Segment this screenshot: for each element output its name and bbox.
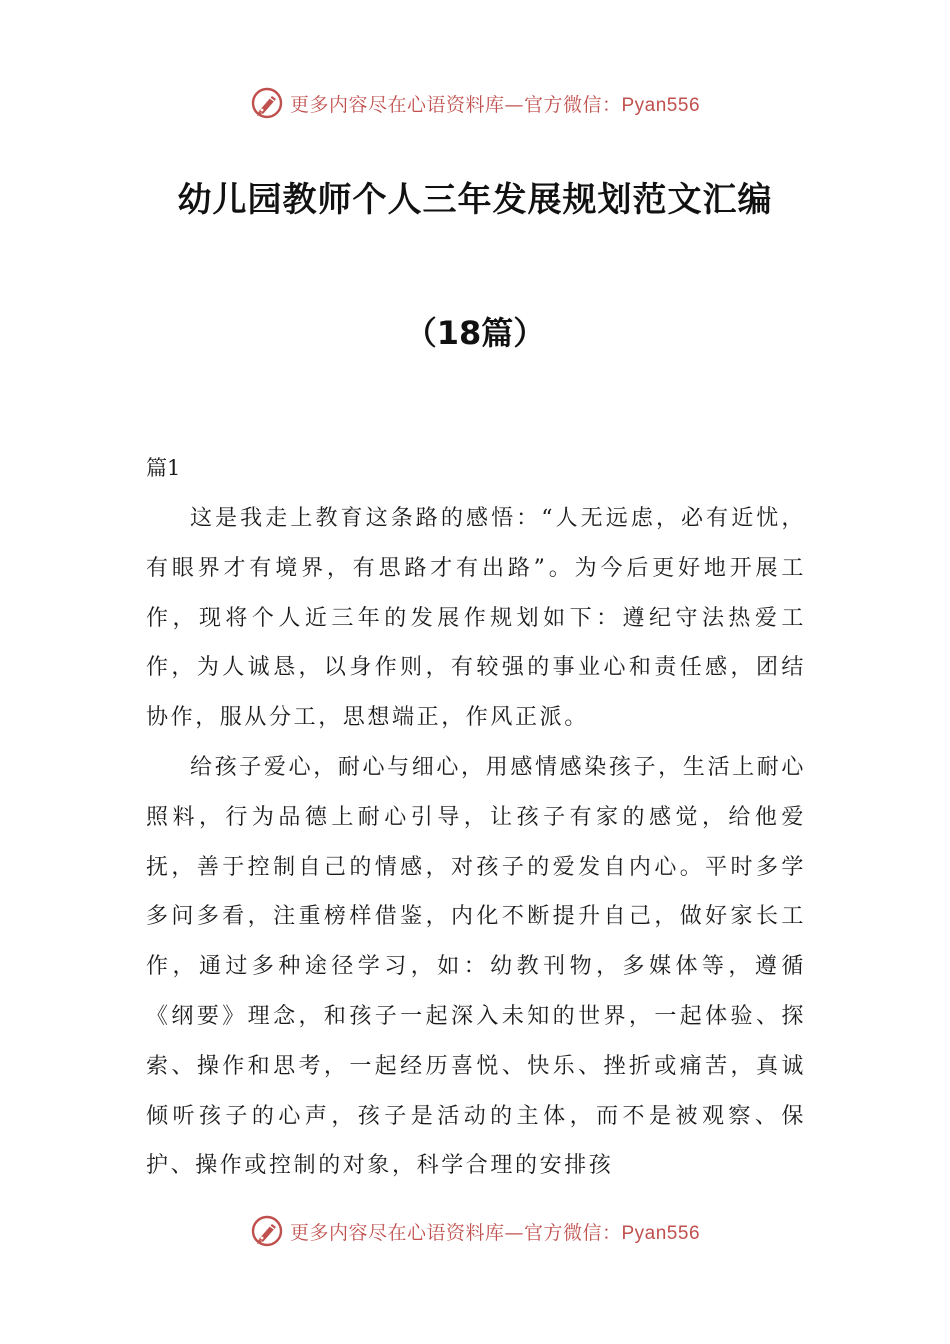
section-label: 篇1 (146, 456, 181, 480)
document-subtitle: （18篇） (404, 314, 546, 352)
banner-label: 更多内容尽在心语资料库—官方微信： (289, 1221, 622, 1244)
header-banner (0, 83, 950, 123)
paragraph: 这是我走上教育这条路的感悟：“人无远虑，必有近忧，有眼界才有境界，有思路才有出路”。为今后更好地开展工作，现将个人近三年的发展作规划如下：遵纪守法热爱工作，为人诚恳，以身作则，有较强的事业心和责任感，团结协作，服从分工，思想端正，作风正派。 (146, 506, 806, 731)
banner-label: 更多内容尽在心语资料库—官方微信： (289, 93, 622, 116)
footer-banner (0, 1211, 950, 1251)
document-title: 幼儿园教师个人三年发展规划范文汇编 (177, 180, 773, 220)
paragraph: 给孩子爱心，耐心与细心，用感情感染孩子，生活上耐心照料，行为品德上耐心引导，让孩子有家的感觉，给他爱抚，善于控制自己的情感，对孩子的爱发自内心。平时多学多问多看，注重榜样借鉴，内化不断提升自己，做好家长工作，通过多种途径学习，如：幼教刊物，多媒体等，遵循《纲要》理念，和孩子一起深入未知的世界，一起体验、探索、操作和思考，一起经历喜悦、快乐、挫折或痛苦，真诚倾听孩子的心声，孩子是活动的主体，而不是被观察、保护、操作或控制的对象，科学合理的安排孩 (146, 754, 806, 1179)
wechat-id: Pyan556 (621, 94, 701, 116)
pen-nib-logo-icon (250, 86, 284, 120)
banner-text (290, 1218, 700, 1245)
body-text (146, 494, 806, 1191)
banner-text (290, 90, 700, 117)
pen-nib-logo-icon (250, 1214, 284, 1248)
wechat-id: Pyan556 (621, 1222, 701, 1244)
